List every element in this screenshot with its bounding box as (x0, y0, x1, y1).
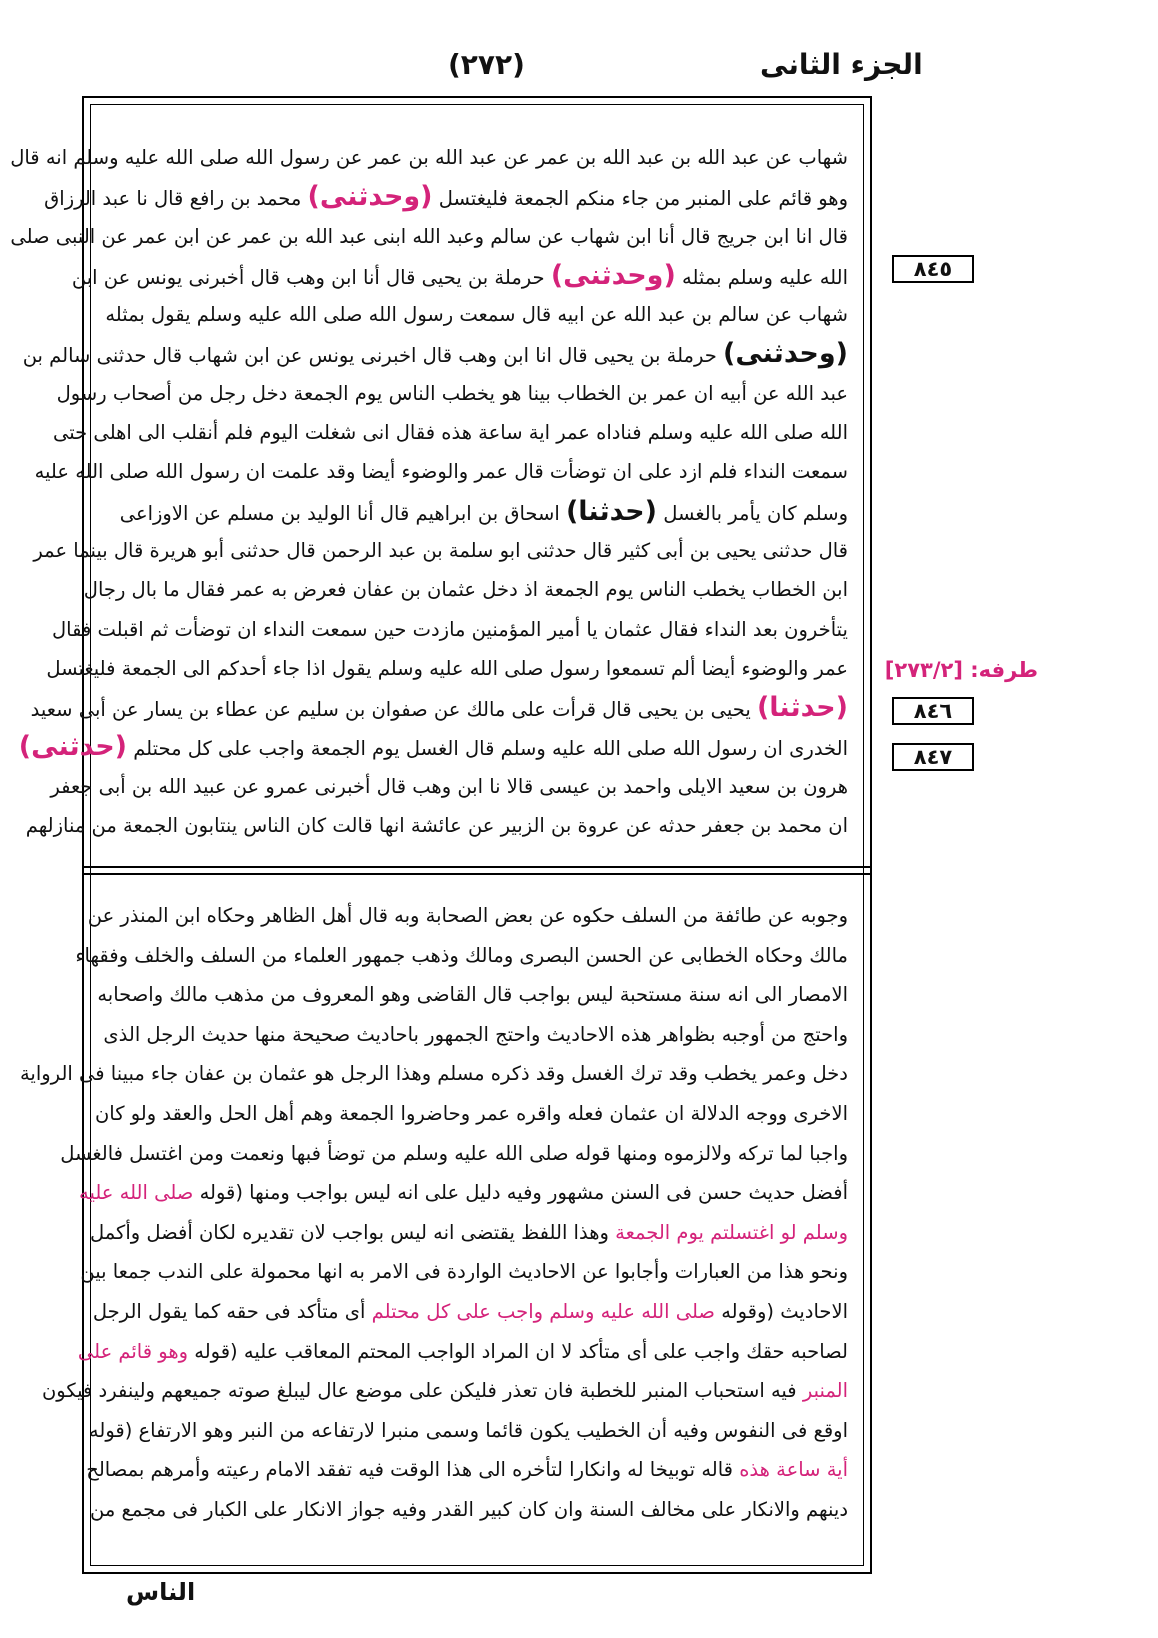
commentary-line: الامصار الى انه سنة مستحبة ليس بواجب قال القاضى وهو المعروف من مذهب مالك واصحابه (97, 983, 848, 1007)
narration-keyword: (حدثنا) (565, 495, 657, 527)
commentary-line: اوقع فى النفوس وفيه أن الخطيب يكون قائما وسمى منبرا لارتفاعه من النبر وهو الارتفاع (قوله (88, 1418, 848, 1442)
narration-keyword: (وحدثنى) (723, 338, 848, 370)
catchword: الناس (126, 1578, 196, 1606)
hadith-line: شهاب عن سالم بن عبد الله عن ابيه قال سمعت رسول الله صلى الله عليه وسلم يقول بمثله (105, 303, 848, 327)
hadith-number-845: ٨٤٥ (892, 255, 974, 283)
commentary-line: لصاحبه حقك واجب على أى متأكد لا ان المراد الواجب المحتم المعاقب عليه (قوله وهو قائم على (77, 1339, 848, 1363)
hadith-line: ابن الخطاب يخطب الناس يوم الجمعة اذ دخل عثمان بن عفان فعرض به عمر فقال ما بال رجال (83, 578, 848, 602)
hadith-line: عبد الله عن أبيه ان عمر بن الخطاب بينا هو يخطب الناس يوم الجمعة دخل رجل من أصحاب رسول (56, 381, 848, 405)
commentary-line: وسلم لو اغتسلتم يوم الجمعة وهذا اللفظ يقتضى انه ليس بواجب لان تقديره لكان أفضل وأكمل (90, 1220, 848, 1244)
commentary-line: أية ساعة هذه قاله توبيخا له وانكارا لتأخره الى هذا الوقت فيه تفقد الامام رعيته وأمرهم بمصالح (86, 1458, 848, 1482)
commentary-line: مالك وحكاه الخطابى عن الحسن البصرى ومالك وذهب جمهور العلماء من السلف والخلف وفقهاء (75, 943, 848, 967)
section-divider (82, 866, 872, 875)
quoted-lemma: أية ساعة هذه (739, 1458, 848, 1482)
commentary-line: ونحو هذا من العبارات وأجابوا عن الاحاديث الواردة فى الامر به انها محمولة على الندب جمعا بين (80, 1260, 848, 1284)
quoted-lemma: صلى الله عليه وسلم واجب على كل محتلم (371, 1299, 715, 1323)
narration-keyword: (حدثنا) (756, 692, 848, 724)
hadith-line: قال حدثنى يحيى بن أبى كثير قال حدثنى ابو سلمة بن عبد الرحمن قال حدثنى أبو هريرة قال بينما عمر (33, 538, 848, 562)
commentary-line: دينهم والانكار على مخالف السنة وان كان كبير القدر وفيه جواز الانكار على الكبار فى مجمع من (90, 1497, 848, 1521)
commentary-line: الاخرى ووجه الدلالة ان عثمان فعله واقره عمر وحاضروا الجمعة وهم أهل الحل والعقد ولو كان (94, 1101, 848, 1125)
quoted-lemma: صلى الله عليه (78, 1181, 194, 1205)
narration-keyword: (حدثنى) (18, 731, 127, 763)
commentary-line: أفضل حديث حسن فى السنن مشهور وفيه دليل على انه ليس بواجب ومنها (قوله صلى الله عليه (78, 1181, 848, 1205)
hadith-line: (حدثنا) يحيى بن يحيى قال قرأت على مالك عن صفوان بن سليم عن عطاء بن يسار عن أبى سعيد (30, 692, 848, 724)
hadith-line: هرون بن سعيد الايلى واحمد بن عيسى قالا نا ابن وهب قال أخبرنى عمرو عن عبيد الله بن أبى جعفر (50, 774, 848, 798)
hadith-line: وهو قائم على المنبر من جاء منكم الجمعة فليغتسل (وحدثنى) محمد بن رافع قال نا عبد الرزاق (44, 181, 848, 213)
narration-keyword: (وحدثنى) (307, 181, 433, 213)
hadith-line: قال انا ابن جريج قال أنا ابن شهاب عن سالم وعبد الله ابنى عبد الله بن عمر عن ابن عمر عن النبى صلى (10, 224, 848, 248)
narration-keyword: (وحدثنى) (550, 259, 676, 291)
quoted-lemma: وسلم لو اغتسلتم يوم الجمعة (615, 1220, 848, 1244)
hadith-line: (وحدثنى) حرملة بن يحيى قال انا ابن وهب قال اخبرنى يونس عن ابن شهاب قال حدثنى سالم بن (22, 338, 848, 370)
hadith-line: وسلم كان يأمر بالغسل (حدثنا) اسحاق بن ابراهيم قال أنا الوليد بن مسلم عن الاوزاعى (119, 495, 848, 527)
hadith-number-846: ٨٤٦ (892, 697, 974, 725)
quoted-lemma: وهو قائم على (77, 1339, 189, 1363)
commentary-line: الاحاديث (وقوله صلى الله عليه وسلم واجب على كل محتلم أى متأكد فى حقه كما يقول الرجل (92, 1299, 848, 1323)
commentary-text (19, 896, 848, 1530)
hadith-line: سمعت النداء فلم ازد على ان توضأت قال عمر والوضوء أيضا وقد علمت ان رسول الله صلى الله عليه (34, 460, 848, 484)
page-number: (٢٧٢) (448, 48, 525, 81)
quoted-lemma: المنبر (802, 1379, 848, 1403)
hadith-line: الخدرى ان رسول الله صلى الله عليه وسلم قال الغسل يوم الجمعة واجب على كل محتلم (حدثنى) (18, 731, 848, 763)
hadith-number-847: ٨٤٧ (892, 743, 974, 771)
commentary-line: المنبر فيه استحباب المنبر للخطبة فان تعذر فليكن على موضع عال ليبلغ صوته جميعهم ولينفرد فيكون (41, 1379, 848, 1403)
hadith-line: عمر والوضوء أيضا ألم تسمعوا رسول صلى الله عليه وسلم يقول اذا جاء أحدكم الى الجمعة فليغتسل (46, 656, 848, 680)
part-label: الجزء الثانى (760, 48, 923, 81)
commentary-line: وجوبه عن طائفة من السلف حكوه عن بعض الصحابة وبه قال أهل الظاهر وحكاه ابن المنذر عن (87, 904, 848, 927)
hadith-line: يتأخرون بعد النداء فقال عثمان يا أمير المؤمنين مازدت حين سمعت النداء ان توضأت ثم اقبلت فقال (52, 617, 848, 641)
hadith-line: ان محمد بن جعفر حدثه عن عروة بن الزبير عن عائشة انها قالت كان الناس ينتابون الجمعة من منازلهم (25, 814, 848, 838)
hadith-line: الله صلى الله عليه وسلم فناداه عمر اية ساعة هذه فقال انى شغلت اليوم فلم أنقلب الى اهلى حتى (53, 421, 848, 445)
commentary-line: واحتج من أوجبه بظواهر هذه الاحاديث واحتج الجمهور باحاديث صحيحة منها حديث الرجل الذى (103, 1022, 848, 1046)
hadith-line: شهاب عن عبد الله بن عبد الله بن عمر عن عبد الله بن عمر عن رسول الله صلى الله عليه وسلم انه قال (10, 146, 848, 169)
hadith-line: الله عليه وسلم بمثله (وحدثنى) حرملة بن يحيى قال أنا ابن وهب قال أخبرنى يونس عن ابن (71, 259, 848, 291)
commentary-line: واجبا لما تركه ولالزموه ومنها قوله صلى الله عليه وسلم من توضأ فبها ونعمت ومن اغتسل فالغسل (60, 1141, 848, 1165)
cross-reference: طرفه: [٢٧٣/٢] (884, 658, 1038, 682)
commentary-line: دخل وعمر يخطب وقد ترك الغسل وقد ذكره مسلم وهذا الرجل هو عثمان بن عفان جاء مبينا فى الرواية (19, 1062, 848, 1086)
hadith-text (10, 138, 848, 845)
